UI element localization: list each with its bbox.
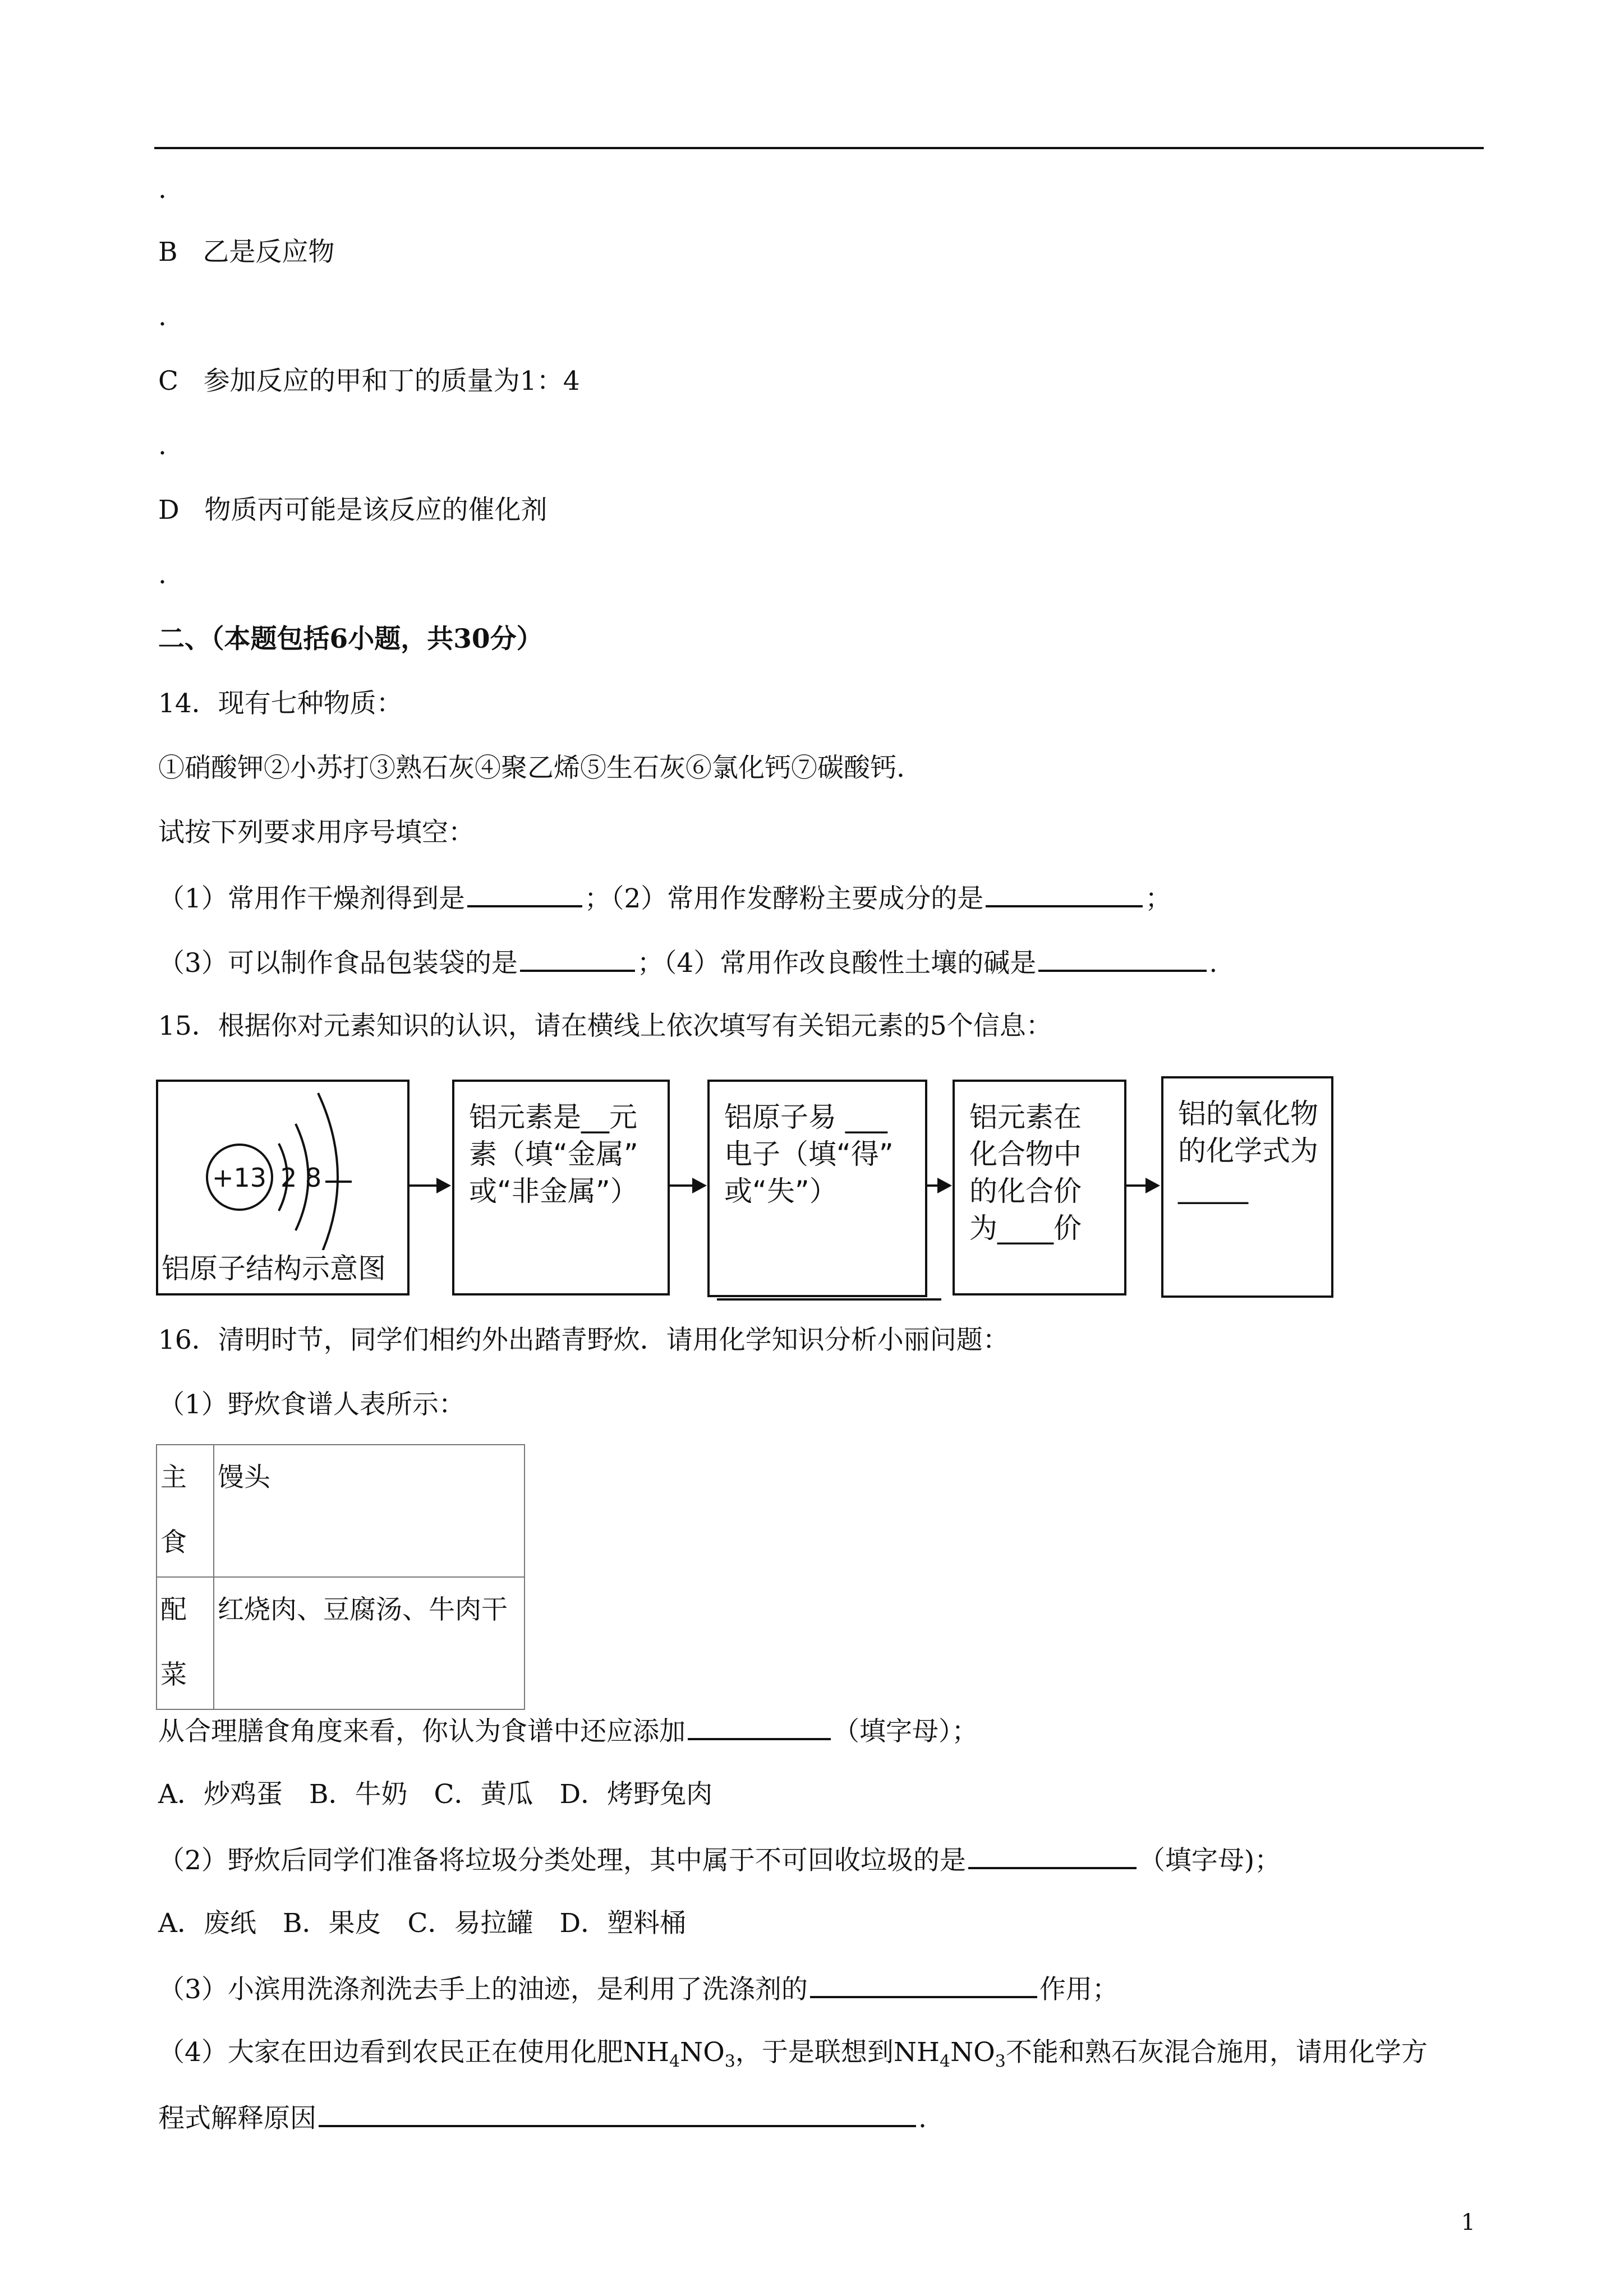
electron-text: 铝原子易 ___ 电子（填“得” 或“失”） [724,1101,894,1207]
q16-stem: 16．清明时节，同学们相约外出踏青野炊．请用化学知识分析小丽问题： [158,1325,1009,1356]
option-d-letter: D [158,495,180,525]
q14-blank-2[interactable] [986,880,1143,907]
q16-blank-3[interactable] [810,1971,1037,1998]
q14-instruction: 试按下列要求用序号填空： [158,817,475,848]
electron-answer-line[interactable] [717,1298,941,1301]
option-b-dot: . [158,301,167,332]
menu-key-staple: 主 食 [157,1445,214,1577]
metal-type-text: 铝元素是__元 素（填“金属” 或“非金属”） [469,1101,638,1207]
q16-part4-line2: 程式解释原因 . [158,2100,927,2136]
page-number: 1 [1461,2210,1475,2235]
q14-line2 [158,945,1217,980]
option-c-text: 参加反应的甲和丁的质量为1：4 [203,366,580,397]
q14-part3: （3）可以制作食品包装袋的是 [158,948,518,979]
option-a-dot: . [158,174,167,205]
formula-nh4no3-2: $NH_4NO_3$ [893,2037,1006,2072]
menu-table [156,1444,525,1710]
atom-structure-box [156,1080,410,1295]
option-c-dot: . [158,430,167,461]
arrow-2 [670,1184,705,1187]
q16-part1-options: A．炒鸡蛋 B．牛奶 C．黄瓜 D．烤野兔肉 [158,1779,713,1810]
q16-part2-question: （2）野炊后同学们准备将垃圾分类处理，其中属于不可回收垃圾的是 （填字母)； [158,1842,1281,1878]
q14-part2: ；（2）常用作发酵粉主要成分的是 [584,883,984,914]
header-rule [154,147,1484,149]
oxide-text: 铝的氧化物 的化学式为 _____ [1178,1098,1318,1204]
q14-blank-4[interactable] [1038,945,1207,972]
q16-blank-1[interactable] [688,1713,831,1740]
menu-value-dishes: 红烧肉、豆腐汤、牛肉干 [214,1577,525,1709]
q16-part3-question: （3）小滨用洗涤剂洗去手上的油迹，是利用了洗涤剂的 作用； [158,1971,1119,2007]
q14-stem: 14．现有七种物质： [158,688,403,719]
nucleus-label: +13 [212,1163,267,1193]
option-d-text: 物质丙可能是该反应的催化剂 [204,495,548,525]
section-heading: 二、（本题包括6小题，共30分） [158,624,543,654]
q16-blank-2[interactable] [968,1842,1137,1869]
oxide-box [1161,1076,1333,1298]
q16-part1-question: 从合理膳食角度来看，你认为食谱中还应添加 （填字母）； [158,1713,978,1749]
arrow-3 [927,1184,950,1187]
arrow-1 [410,1184,449,1187]
valence-box [953,1080,1126,1295]
shell-numbers: 2 8 [280,1163,322,1193]
table-row [157,1577,525,1709]
q14-line1 [158,880,1171,916]
q16-blank-4[interactable] [319,2100,916,2127]
q14-blank-3[interactable] [520,945,635,972]
aluminium-info-diagram [156,1080,1362,1304]
q14-part4-end: . [1209,948,1218,979]
q14-part2-end: ； [1145,883,1172,914]
formula-nh4no3-1: $NH_4NO_3$ [623,2037,735,2072]
option-d-dot: . [158,559,167,590]
metal-type-box [452,1080,670,1295]
q14-blank-1[interactable] [467,880,582,907]
option-c-letter: C [158,366,178,397]
option-d [158,494,548,527]
option-c [158,365,580,398]
option-b [158,236,334,269]
q14-items: ①硝酸钾②小苏打③熟石灰④聚乙烯⑤生石灰⑥氯化钙⑦碳酸钙. [158,753,905,783]
q16-part1-intro: （1）野炊食谱人表所示： [158,1389,465,1420]
menu-key-dishes: 配 菜 [157,1577,214,1709]
q14-part4: ；（4）常用作改良酸性土壤的碱是 [637,948,1037,979]
menu-value-staple: 馒头 [214,1445,525,1577]
table-row [157,1445,525,1577]
atom-caption: 铝原子结构示意图 [162,1252,386,1285]
electron-box [707,1080,927,1297]
option-b-text: 乙是反应物 [203,237,335,268]
q16-part4-question: （4）大家在田边看到农民正在使用化肥$NH_4NO_3$，于是联想到$NH_4NO_3$不能和熟石灰混合施用，请用化学方 [158,2037,1428,2072]
q15-stem: 15．根据你对元素知识的认识，请在横线上依次填写有关铝元素的5个信息： [158,1011,1052,1041]
arrow-4 [1126,1184,1158,1187]
option-b-letter: B [158,237,178,268]
valence-text: 铝元素在 化合物中 的化合价 为____价 [969,1101,1082,1244]
q14-part1: （1）常用作干燥剂得到是 [158,883,465,914]
q16-part2-options: A．废纸 B．果皮 C．易拉罐 D．塑料桶 [158,1908,687,1939]
